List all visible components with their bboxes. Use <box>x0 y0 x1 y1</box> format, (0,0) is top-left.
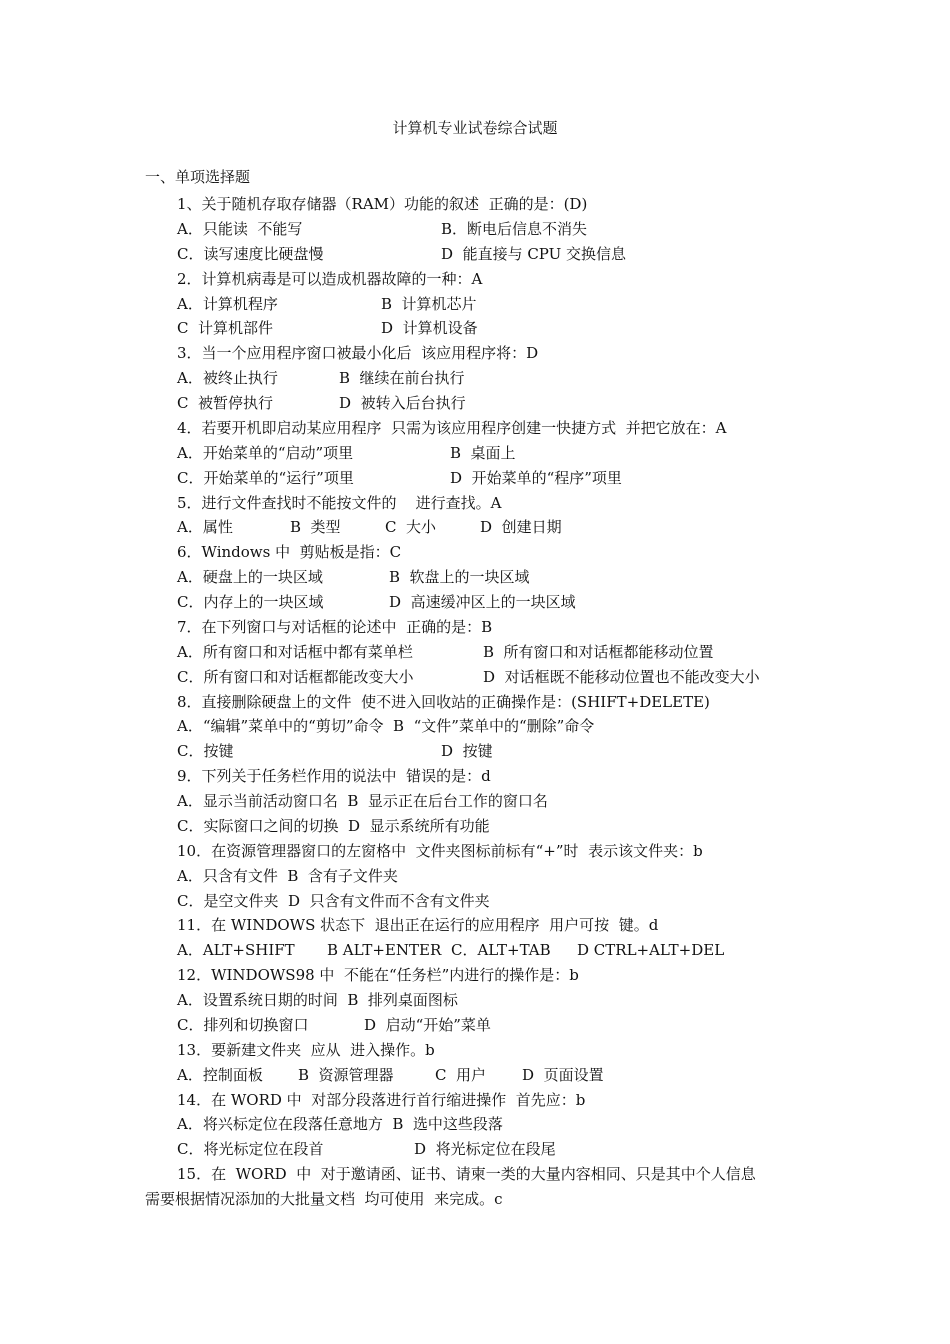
options-row <box>145 714 810 739</box>
question-text: 7．在下列窗口与对话框的论述中 正确的是：B <box>177 617 493 636</box>
option: D CTRL+ALT+DEL <box>577 941 725 960</box>
option: A．只能读 不能写 <box>177 219 303 238</box>
question-text-continued: 需要根据情况添加的大批量文档 均可使用 来完成。c <box>145 1190 503 1208</box>
options-row <box>145 1137 810 1162</box>
option: A．控制面板 <box>177 1065 263 1084</box>
option: B 所有窗口和对话框都能移动位置 <box>483 642 714 661</box>
option: B．断电后信息不消失 <box>441 219 588 238</box>
options-row <box>145 391 810 416</box>
options-row <box>145 1063 810 1088</box>
option: B 类型 <box>290 518 341 537</box>
option: C．排列和切换窗口 <box>177 1015 309 1034</box>
question-text: 5．进行文件查找时不能按文件的 进行查找。A <box>177 493 502 512</box>
question-text: 12．WINDOWS98 中 不能在“任务栏”内进行的操作是：b <box>177 966 579 985</box>
option: B 资源管理器 <box>298 1065 394 1084</box>
options-row <box>145 217 810 242</box>
option: A．只含有文件 B 含有子文件夹 <box>177 866 398 885</box>
options-row <box>145 466 810 491</box>
options-row <box>145 739 810 764</box>
options-row <box>145 590 810 615</box>
option: B 软盘上的一块区域 <box>389 568 530 587</box>
question-text: 14．在 WORD 中 对部分段落进行首行缩进操作 首先应：b <box>177 1090 586 1109</box>
option: B 桌面上 <box>450 443 516 462</box>
option: D 能直接与 CPU 交换信息 <box>441 244 627 263</box>
question-text: 4．若要开机即启动某应用程序 只需为该应用程序创建一快捷方式 并把它放在：A <box>177 418 727 437</box>
options-row <box>145 988 810 1013</box>
option: C．内存上的一块区域 <box>177 593 324 611</box>
question-text: 15．在 WORD 中 对于邀请函、证书、请柬一类的大量内容相同、只是其中个人信息 <box>177 1165 756 1184</box>
option: A．“编辑”菜单中的“剪切”命令 B “文件”菜单中的“删除”命令 <box>177 717 595 736</box>
question-text: 2．计算机病毒是可以造成机器故障的一种：A <box>177 269 483 288</box>
option: D 启动“开始”菜单 <box>364 1015 491 1034</box>
option: C 大小 <box>385 518 437 537</box>
options-row <box>145 1112 810 1137</box>
option: D 对话框既不能移动位置也不能改变大小 <box>483 667 760 686</box>
options-row <box>145 441 810 466</box>
question-text: 10．在资源管理器窗口的左窗格中 文件夹图标前标有“+”时 表示该文件夹：b <box>177 841 703 860</box>
option: C．ALT+TAB <box>451 941 551 960</box>
option: D 页面设置 <box>522 1065 604 1084</box>
option: D 计算机设备 <box>381 319 478 338</box>
section-heading: 一、单项选择题 <box>145 168 251 186</box>
question-text: 11．在 WINDOWS 状态下 退出正在运行的应用程序 用户可按 键。d <box>177 916 659 935</box>
option: B ALT+ENTER <box>327 941 442 960</box>
options-row <box>145 1013 810 1038</box>
option: C．是空文件夹 D 只含有文件而不含有文件夹 <box>177 891 490 910</box>
option: A．属性 <box>177 518 233 537</box>
options-row <box>145 938 810 963</box>
option: D 将光标定位在段尾 <box>414 1140 556 1159</box>
option: D 按键 <box>441 742 493 761</box>
options-row <box>145 242 810 267</box>
option: C 计算机部件 <box>177 319 274 338</box>
options-row <box>145 316 810 341</box>
option: C．读写速度比硬盘慢 <box>177 244 324 263</box>
option: D 高速缓冲区上的一块区域 <box>389 593 576 611</box>
options-row <box>145 789 810 814</box>
options-row <box>145 889 810 914</box>
option: A．显示当前活动窗口名 B 显示正在后台工作的窗口名 <box>177 792 548 810</box>
option: C．所有窗口和对话框都能改变大小 <box>177 667 414 686</box>
options-row <box>145 515 810 540</box>
option: B 计算机芯片 <box>381 294 477 313</box>
option: D 开始菜单的“程序”项里 <box>450 468 622 487</box>
option: B 继续在前台执行 <box>339 369 465 388</box>
option: A．开始菜单的“启动”项里 <box>177 443 354 462</box>
options-row <box>145 292 810 317</box>
option: A．所有窗口和对话框中都有菜单栏 <box>177 642 413 661</box>
question-text: 8．直接删除硬盘上的文件 使不进入回收站的正确操作是：(SHIFT+DELETE) <box>177 692 710 711</box>
option: A．将兴标定位在段落任意地方 B 选中这些段落 <box>177 1115 503 1134</box>
option: C 被暂停执行 <box>177 394 274 412</box>
option: C．实际窗口之间的切换 D 显示系统所有功能 <box>177 816 490 835</box>
page-title: 计算机专业试卷综合试题 <box>392 119 558 137</box>
option: C．将光标定位在段首 <box>177 1140 324 1159</box>
question-text: 9．下列关于任务栏作用的说法中 错误的是：d <box>177 767 491 786</box>
options-row <box>145 640 810 665</box>
question-list <box>145 192 810 1212</box>
option: D 被转入后台执行 <box>339 394 466 412</box>
options-row <box>145 565 810 590</box>
question-text: 3．当一个应用程序窗口被最小化后 该应用程序将：D <box>177 344 539 363</box>
option: A．设置系统日期的时间 B 排列桌面图标 <box>177 991 458 1009</box>
options-row <box>145 366 810 391</box>
option: A．ALT+SHIFT <box>177 941 295 960</box>
options-row <box>145 665 810 690</box>
option: C．开始菜单的“运行”项里 <box>177 468 354 487</box>
question-text: 1、关于随机存取存储器（RAM）功能的叙述 正确的是：(D) <box>177 195 588 213</box>
option: A．硬盘上的一块区域 <box>177 568 323 587</box>
option: C．按键 <box>177 742 234 761</box>
options-row <box>145 814 810 839</box>
option: D 创建日期 <box>480 518 562 537</box>
question-text: 13．要新建文件夹 应从 进入操作。b <box>177 1040 435 1059</box>
option: A．被终止执行 <box>177 369 278 388</box>
option: C 用户 <box>435 1065 487 1084</box>
question-text: 6．Windows 中 剪贴板是指：C <box>177 543 402 562</box>
options-row <box>145 864 810 889</box>
option: A．计算机程序 <box>177 294 278 313</box>
